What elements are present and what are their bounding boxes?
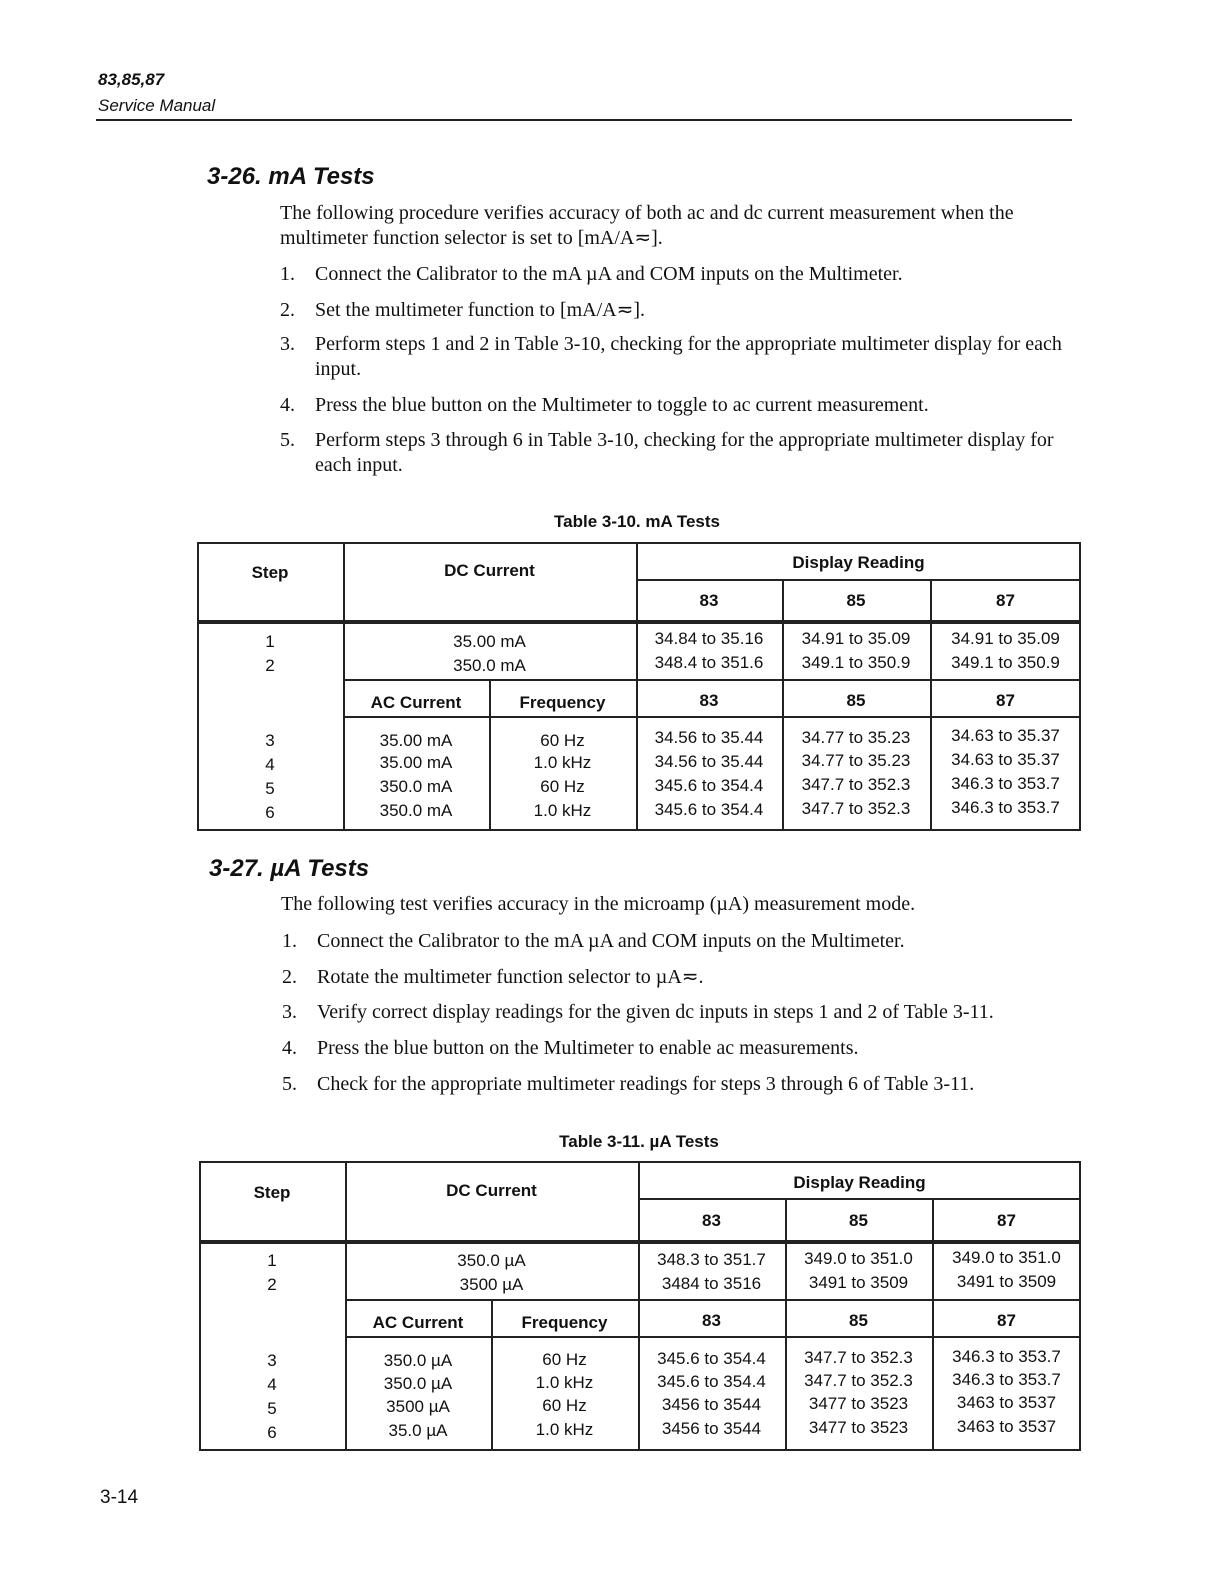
- cell-reading-83: 3484 to 3516: [661, 1274, 762, 1293]
- cell-reading-83: 348.4 to 351.6: [654, 653, 764, 672]
- cell-reading-85: 347.7 to 352.3: [804, 1348, 913, 1367]
- cell-reading-83: 345.6 to 354.4: [657, 1349, 766, 1368]
- col-header-frequency: Frequency: [521, 1313, 608, 1332]
- cell-reading-85: 349.1 to 350.9: [801, 653, 911, 672]
- cell-dc-current: 3500 µA: [459, 1275, 524, 1294]
- cell-ac-current: 3500 µA: [386, 1397, 450, 1416]
- cell-step: 5: [267, 1399, 277, 1418]
- col-header-83: 83: [699, 691, 719, 710]
- cell-dc-current: 350.0 mA: [453, 656, 526, 675]
- cell-reading-85: 3491 to 3509: [808, 1273, 909, 1292]
- cell-step: 4: [267, 1375, 277, 1394]
- col-header-ac-current: AC Current: [372, 1313, 464, 1332]
- cell-reading-85: 347.7 to 352.3: [801, 799, 911, 818]
- cell-step: 5: [265, 779, 275, 798]
- col-header-dc-current: DC Current: [446, 1181, 537, 1200]
- col-header-85: 85: [849, 1211, 868, 1230]
- cell-step: 2: [265, 656, 275, 675]
- cell-dc-current: 350.0 µA: [457, 1251, 526, 1270]
- cell-reading-87: 34.91 to 35.09: [951, 629, 1060, 648]
- cell-frequency: 1.0 kHz: [535, 1373, 594, 1392]
- col-header-87: 87: [997, 1211, 1016, 1230]
- col-header-83: 83: [699, 591, 719, 610]
- cell-ac-current: 350.0 mA: [379, 777, 453, 796]
- cell-reading-83: 345.6 to 354.4: [654, 776, 764, 795]
- cell-step: 2: [267, 1275, 277, 1294]
- cell-reading-85: 349.0 to 351.0: [804, 1249, 913, 1268]
- col-header-frequency: Frequency: [519, 693, 606, 712]
- col-header-85: 85: [846, 591, 866, 610]
- col-header-83: 83: [702, 1211, 721, 1230]
- section-intro: The following procedure verifies accuracy of both ac and dc current measurement when the multimeter function selector is set to [mA/A≂].: [280, 202, 1014, 249]
- cell-ac-current: 35.00 mA: [379, 753, 453, 772]
- data-table-ua: [199, 1161, 1081, 1451]
- header-rule: [96, 119, 1072, 121]
- col-header-87: 87: [996, 691, 1015, 710]
- cell-reading-87: 346.3 to 353.7: [951, 798, 1060, 817]
- cell-reading-87: 346.3 to 353.7: [952, 1370, 1061, 1389]
- col-header-85: 85: [846, 691, 866, 710]
- col-header-step: Step: [253, 1183, 291, 1202]
- cell-reading-87: 346.3 to 353.7: [951, 774, 1060, 793]
- header-model: 83,85,87: [98, 70, 165, 89]
- cell-reading-87: 349.1 to 350.9: [951, 653, 1060, 672]
- header-subtitle: Service Manual: [98, 96, 216, 115]
- cell-reading-83: 348.3 to 351.7: [657, 1250, 766, 1269]
- col-header-display-reading: Display Reading: [792, 553, 925, 572]
- cell-reading-87: 346.3 to 353.7: [952, 1347, 1061, 1366]
- cell-step: 6: [265, 803, 275, 822]
- cell-reading-83: 34.56 to 35.44: [654, 728, 764, 747]
- cell-reading-85: 34.91 to 35.09: [801, 629, 911, 648]
- data-table-ma: [197, 542, 1081, 831]
- cell-reading-85: 3477 to 3523: [808, 1394, 909, 1413]
- cell-reading-87: 3463 to 3537: [956, 1393, 1057, 1412]
- table-caption: Table 3-11. µA Tests: [559, 1132, 719, 1151]
- cell-frequency: 60 Hz: [540, 777, 585, 796]
- cell-ac-current: 350.0 mA: [379, 801, 453, 820]
- cell-ac-current: 35.00 mA: [379, 731, 453, 750]
- cell-step: 3: [267, 1351, 277, 1370]
- section-title-ma-tests: 3-26. mA Tests: [207, 163, 375, 190]
- table-caption: Table 3-10. mA Tests: [554, 512, 720, 531]
- cell-ac-current: 350.0 µA: [383, 1374, 453, 1393]
- cell-frequency: 1.0 kHz: [533, 801, 592, 820]
- col-header-ac-current: AC Current: [370, 693, 462, 712]
- cell-reading-85: 347.7 to 352.3: [804, 1371, 913, 1390]
- col-header-87: 87: [997, 1311, 1016, 1330]
- section-title-ua-tests: 3-27. µA Tests: [209, 855, 370, 882]
- col-header-display-reading: Display Reading: [793, 1173, 926, 1192]
- cell-reading-85: 347.7 to 352.3: [801, 775, 911, 794]
- page-number: 3-14: [100, 1487, 139, 1508]
- cell-step: 1: [265, 632, 275, 651]
- cell-reading-83: 345.6 to 354.4: [657, 1372, 766, 1391]
- cell-reading-83: 345.6 to 354.4: [654, 800, 764, 819]
- cell-reading-87: 349.0 to 351.0: [952, 1248, 1061, 1267]
- cell-dc-current: 35.00 mA: [453, 632, 526, 651]
- cell-reading-87: 34.63 to 35.37: [951, 750, 1060, 769]
- cell-reading-85: 3477 to 3523: [808, 1418, 909, 1437]
- cell-frequency: 1.0 kHz: [535, 1420, 594, 1439]
- cell-ac-current: 350.0 µA: [383, 1351, 453, 1370]
- cell-reading-83: 3456 to 3544: [661, 1419, 762, 1438]
- cell-reading-85: 34.77 to 35.23: [801, 751, 911, 770]
- cell-reading-87: 3463 to 3537: [956, 1417, 1057, 1436]
- cell-step: 3: [265, 731, 275, 750]
- cell-reading-87: 34.63 to 35.37: [951, 726, 1060, 745]
- col-header-83: 83: [702, 1311, 721, 1330]
- section-intro: The following test verifies accuracy in the microamp (µA) measurement mode.: [281, 893, 916, 915]
- cell-reading-87: 3491 to 3509: [956, 1272, 1057, 1291]
- cell-step: 6: [267, 1423, 277, 1442]
- cell-step: 1: [267, 1251, 277, 1270]
- col-header-dc-current: DC Current: [444, 561, 535, 580]
- cell-frequency: 60 Hz: [542, 1350, 587, 1369]
- col-header-step: Step: [251, 563, 289, 582]
- cell-ac-current: 35.0 µA: [388, 1421, 448, 1440]
- cell-frequency: 60 Hz: [542, 1396, 587, 1415]
- cell-reading-85: 34.77 to 35.23: [801, 728, 911, 747]
- cell-reading-83: 3456 to 3544: [661, 1395, 762, 1414]
- cell-frequency: 1.0 kHz: [533, 753, 592, 772]
- cell-reading-83: 34.56 to 35.44: [654, 752, 764, 771]
- cell-reading-83: 34.84 to 35.16: [654, 629, 764, 648]
- cell-step: 4: [265, 755, 275, 774]
- cell-frequency: 60 Hz: [540, 731, 585, 750]
- col-header-85: 85: [849, 1311, 868, 1330]
- col-header-87: 87: [996, 591, 1015, 610]
